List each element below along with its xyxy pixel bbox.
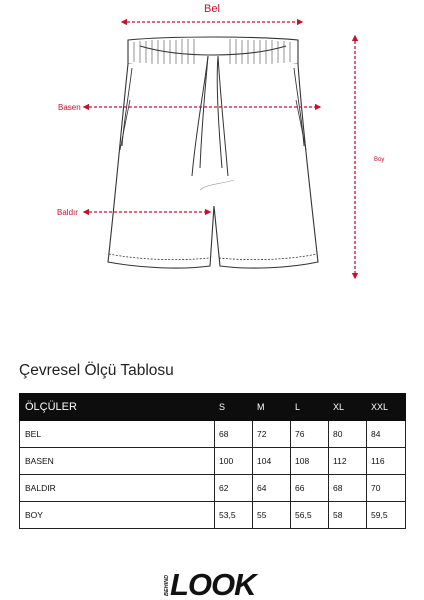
row-label: BASEN — [20, 448, 215, 475]
table-cell: 84 — [367, 421, 406, 448]
size-chart-table — [19, 393, 406, 529]
header-size-l: L — [291, 394, 329, 421]
table-cell: 104 — [253, 448, 291, 475]
table-cell: 64 — [253, 475, 291, 502]
header-size-xxl: XXL — [367, 394, 406, 421]
table-cell: 55 — [253, 502, 291, 529]
basen-label: Basen — [58, 103, 81, 112]
size-table-title: Çevresel Ölçü Tablosu — [19, 362, 174, 379]
header-olculer: ÖLÇÜLER — [20, 394, 215, 421]
table-cell: 70 — [367, 475, 406, 502]
table-cell: 58 — [329, 502, 367, 529]
bel-label: Bel — [204, 3, 220, 15]
boy-label: Boy — [374, 157, 385, 163]
row-label: BALDIR — [20, 475, 215, 502]
baldir-label: Baldır — [57, 208, 78, 217]
row-label: BEL — [20, 421, 215, 448]
table-cell: 68 — [215, 421, 253, 448]
table-cell: 56,5 — [291, 502, 329, 529]
header-size-s: S — [215, 394, 253, 421]
logo-main-text: LOOK — [170, 567, 256, 598]
header-size-m: M — [253, 394, 291, 421]
table-row — [20, 502, 406, 529]
table-cell: 53,5 — [215, 502, 253, 529]
table-cell: 62 — [215, 475, 253, 502]
table-cell: 108 — [291, 448, 329, 475]
header-size-xl: XL — [329, 394, 367, 421]
table-row — [20, 421, 406, 448]
table-cell: 80 — [329, 421, 367, 448]
table-row — [20, 475, 406, 502]
table-header-row — [20, 394, 406, 421]
logo-small-text: BEHIND — [164, 574, 170, 596]
table-cell: 66 — [291, 475, 329, 502]
table-cell: 72 — [253, 421, 291, 448]
table-row — [20, 448, 406, 475]
table-cell: 59,5 — [367, 502, 406, 529]
table-cell: 112 — [329, 448, 367, 475]
table-cell: 68 — [329, 475, 367, 502]
table-cell: 76 — [291, 421, 329, 448]
shorts-drawing — [108, 37, 318, 268]
row-label: BOY — [20, 502, 215, 529]
table-cell: 116 — [367, 448, 406, 475]
table-cell: 100 — [215, 448, 253, 475]
behind-look-logo — [147, 566, 277, 598]
